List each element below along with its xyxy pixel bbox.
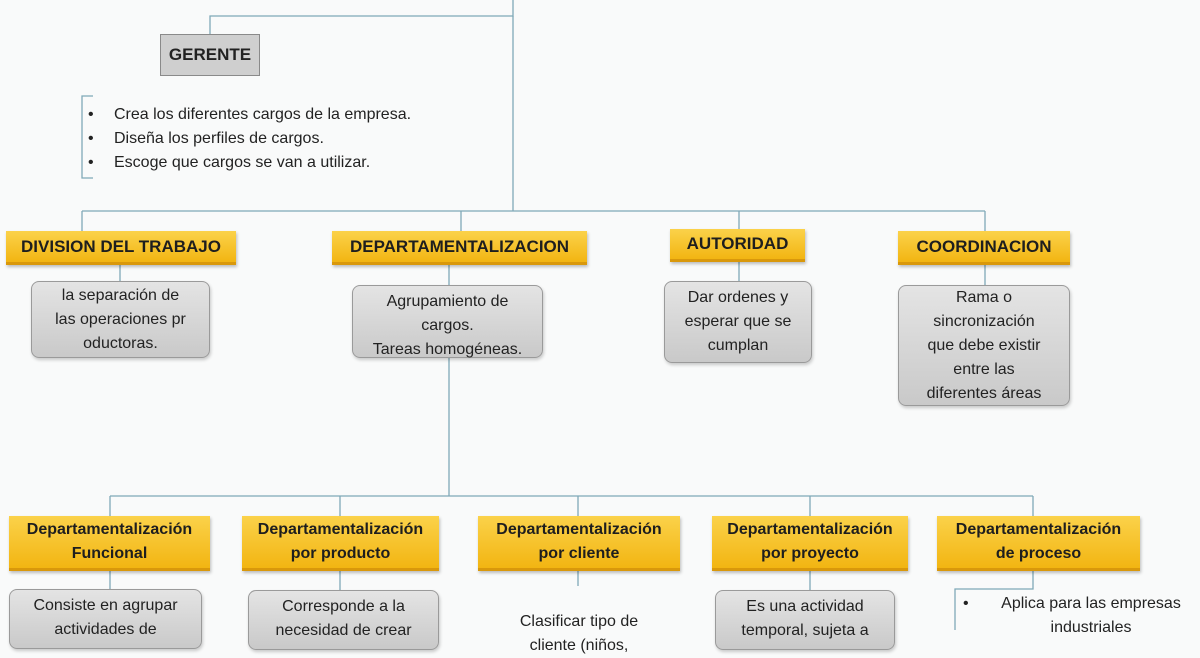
principio-desc-coordinacion: [898, 285, 1070, 406]
principio-header-departamentalizacion: [332, 231, 587, 265]
tipo-header-producto: [242, 516, 439, 571]
tipo-desc: Consiste en agrupar actividades de: [33, 597, 178, 638]
principio-desc: la separación de las operaciones pr oductoras.: [55, 286, 186, 352]
tipo-desc: Es una actividad temporal, sujeta a: [741, 598, 869, 639]
tipo-desc-cliente: [484, 586, 674, 658]
principio-header-division-trabajo: [6, 231, 236, 265]
tipo-title: Departamentalización Funcional: [26, 521, 193, 562]
principio-desc: Agrupamiento de cargos. Tareas homogéneas.: [372, 293, 523, 358]
gerente-duty: • Diseña los perfiles de cargos.: [88, 127, 411, 151]
tipo-desc-producto: [248, 590, 439, 650]
tipo-header-proyecto: [712, 516, 908, 571]
tipo-title: Departamentalización por producto: [257, 521, 424, 562]
principio-desc-departamentalizacion: [352, 285, 543, 358]
gerente-title: GERENTE: [168, 45, 252, 64]
principio-desc-autoridad: [664, 281, 812, 363]
gerente-duty: • Escoge que cargos se van a utilizar.: [88, 151, 411, 175]
tipo-header-proceso: [937, 516, 1140, 571]
tipo-title: Departamentalización por proyecto: [727, 521, 893, 562]
tipo-desc: • Aplica para las empresas industriales: [963, 592, 1193, 640]
tipo-desc-funcional: [9, 589, 202, 649]
tipo-desc: Clasificar tipo de cliente (niños,: [519, 613, 639, 654]
principio-title: AUTORIDAD: [686, 234, 789, 253]
tipo-title: Departamentalización por cliente: [496, 521, 662, 562]
tipo-desc-proceso: [963, 592, 1193, 640]
principio-title: DIVISION DEL TRABAJO: [21, 236, 221, 256]
principio-desc: Rama o sincronización que debe existir entre las diferentes áreas: [926, 288, 1042, 402]
tipo-header-cliente: [478, 516, 680, 571]
principio-title: DEPARTAMENTALIZACION: [349, 236, 570, 256]
tipo-header-funcional: [9, 516, 210, 571]
gerente-box: [160, 34, 260, 76]
tipo-desc-proyecto: [715, 590, 895, 650]
tipo-desc: Corresponde a la necesidad de crear: [275, 598, 412, 639]
principio-title: COORDINACION: [916, 236, 1052, 256]
gerente-duty: • Crea los diferentes cargos de la empresa.: [88, 103, 411, 127]
tipo-title: Departamentalización de proceso: [955, 521, 1122, 562]
principio-header-coordinacion: [898, 231, 1070, 265]
principio-desc-division-trabajo: [31, 281, 210, 358]
gerente-duties-list: [88, 103, 411, 175]
principio-header-autoridad: [670, 229, 805, 262]
principio-desc: Dar ordenes y esperar que se cumplan: [684, 289, 792, 354]
